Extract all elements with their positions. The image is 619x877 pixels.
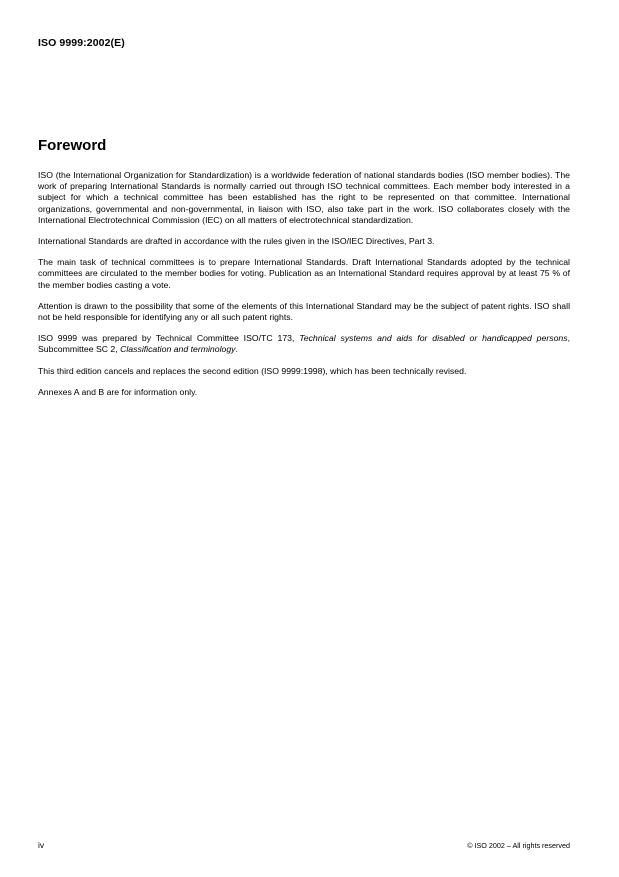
paragraph-preparation: [38, 333, 570, 355]
page-number: iv: [38, 840, 45, 850]
preparation-lead: ISO 9999 was prepared by Technical Committee ISO/TC 173,: [38, 333, 300, 344]
subcommittee-title: Classification and terminology: [120, 344, 236, 355]
paragraph-annexes: Annexes A and B are for information only.: [38, 386, 198, 397]
foreword-body: [38, 170, 570, 408]
paragraph-iso-description: ISO (the International Organization for Standardization) is a worldwide federation of national standards bodies (ISO member bodies). The work of preparing International Standards is normally carried out through ISO technical committees. Each member body interested in a subject for which a technical committee has been established has the right to be represented on that committee. International organizations, governmental and non-governmental, in liaison with ISO, also take part in the work. ISO collaborates closely with the International Electrotechnical Commission (IEC) on all matters of electrotechnical standardization.: [38, 170, 570, 225]
preparation-middle: , Subcommittee SC 2,: [38, 333, 571, 355]
document-id: ISO 9999:2002(E): [38, 37, 125, 49]
paragraph-edition: This third edition cancels and replaces the second edition (ISO 9999:1998), which has been technically revised.: [38, 365, 467, 376]
page-title: Foreword: [38, 137, 107, 154]
copyright-notice: © ISO 2002 – All rights reserved: [467, 841, 570, 850]
paragraph-directives: International Standards are drafted in accordance with the rules given in the ISO/IEC Directives, Part 3.: [38, 236, 435, 247]
preparation-end: .: [235, 344, 238, 355]
committee-title: Technical systems and aids for disabled or handicapped persons: [299, 333, 568, 344]
paragraph-patent-rights: Attention is drawn to the possibility that some of the elements of this International Standard may be the subject of patent rights. ISO shall not be held responsible for identifying any or all such patent rights.: [38, 300, 570, 323]
paragraph-technical-committees: The main task of technical committees is to prepare International Standards. Draft International Standards adopted by the technical committees are circulated to the member bodies for voting. Publication as an International Standard requires approval by at least 75 % of the member bodies casting a vote.: [38, 257, 570, 290]
